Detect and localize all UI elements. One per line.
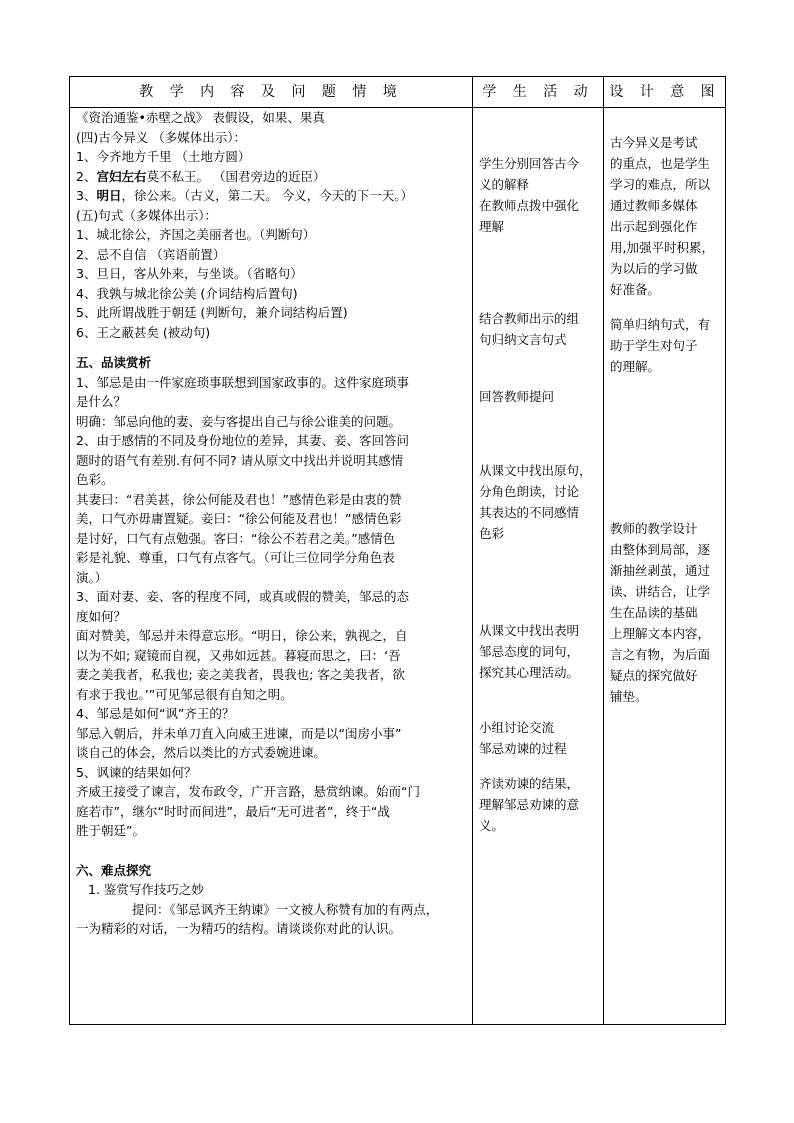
- content-line: 6、王之蔽甚矣 (被动句): [76, 324, 211, 340]
- intent-line: 铺垫。: [610, 689, 648, 704]
- content-line: 以为不如; 窥镜而自视，又弗如远甚。暮寝而思之，曰：‘吾: [76, 647, 401, 663]
- content-line: 2、忌不自信 （宾语前置）: [76, 246, 226, 262]
- activity-line: 从课文中找出表明: [479, 623, 580, 638]
- content-bold: 宫妇左右: [96, 168, 147, 184]
- content-line: 彩是礼貌、尊重，口气有点客气。（可让三位同学分角色表: [76, 550, 395, 565]
- intent-line: 读、讲结合，让学: [610, 584, 711, 599]
- section-title: 五、品读赏析: [76, 355, 152, 370]
- activity-line: 齐读劝谏的结果，: [479, 776, 580, 791]
- content-line: 4、我孰与城北徐公美 (介词结构后置句): [76, 285, 298, 301]
- content-line: 1、邹忌是由一件家庭琐事联想到国家政事的。这件家庭琐事: [76, 374, 409, 390]
- content-line: 演。）: [76, 569, 108, 585]
- content-line: 其妻曰：“君美甚，徐公何能及君也！”感情色彩是由衷的赞: [76, 491, 402, 507]
- activity-line: 在教师点拨中强化: [479, 198, 580, 213]
- content-line: 度如何？: [76, 608, 127, 624]
- content-line: [76, 186, 471, 206]
- activity-column: [479, 108, 603, 836]
- activity-line: 理解邹忌劝谏的意: [479, 797, 580, 812]
- activity-line: 理解: [479, 219, 505, 234]
- content-line: 是什么？: [76, 394, 127, 409]
- column-divider: [472, 77, 473, 1024]
- content-line: 庭若市”，继尔“时时而间进”，最后“无可进者”，终于“战: [76, 803, 390, 819]
- content-text: 3、: [76, 188, 97, 203]
- activity-line: 分角色朗读，讨论: [479, 484, 580, 499]
- content-line: 色彩。: [76, 472, 114, 487]
- content-line: 1. 鉴赏写作技巧之妙: [88, 882, 204, 897]
- content-text: ，徐公来。（古义，第二天。 今义，今天的下一天。）: [121, 188, 413, 203]
- content-column: [76, 108, 471, 939]
- content-line: (四)古今异义 （多媒体出示）：: [76, 129, 246, 145]
- content-line: 3、旦日，客从外来，与坐谈。（省略句）: [76, 266, 303, 281]
- activity-line: 其表达的不同感情: [479, 505, 580, 520]
- content-line: 2、由于感情的不同及身份地位的差异，其妻、妾、客回答问: [76, 433, 409, 448]
- content-line: 1、城北徐公，齐国之美丽者也。（判断句）: [76, 227, 316, 242]
- activity-line: 邹忌劝谏的过程: [479, 741, 567, 756]
- activity-line: 句归纳文言句式: [479, 332, 567, 347]
- content-line: 《资治通鉴•赤壁之战》 表假设，如果、果真: [76, 110, 325, 125]
- intent-column: [610, 108, 724, 707]
- content-line: 美，口气亦毋庸置疑。妾曰：“徐公何能及君也！”感情色彩: [76, 511, 402, 526]
- content-line: 妻之美我者，私我也; 妾之美我者，畏我也; 客之美我者，欲: [76, 667, 405, 682]
- intent-line: 疑点的探究做好: [610, 668, 698, 683]
- content-line: 明确：邹忌向他的妻、妾与客提出自己与徐公谁美的问题。: [76, 413, 402, 429]
- intent-line: 学习的难点，所以: [610, 177, 711, 192]
- intent-line: 通过教师多媒体: [610, 198, 698, 213]
- content-line: 邹忌入朝后，并未单刀直入向威王进谏，而是以“闺房小事”: [76, 725, 402, 741]
- activity-line: 从课文中找出原句，: [479, 463, 592, 478]
- content-line: 5、讽谏的结果如何？: [76, 764, 197, 780]
- intent-line: 出示起到强化作: [610, 219, 698, 234]
- header-activity: 学 生 活 动: [482, 84, 594, 100]
- content-line: [76, 167, 471, 187]
- content-line: 一为精彩的对话，一为精巧的结构。请谈谈你对此的认识。: [76, 921, 402, 936]
- activity-line: 邹忌态度的词句，: [479, 644, 580, 659]
- activity-line: 回答教师提问: [479, 389, 555, 404]
- intent-line: 好准备。: [610, 282, 661, 297]
- content-line: (五)句式（多媒体出示）：: [76, 207, 218, 223]
- intent-line: 的理解。: [610, 359, 661, 374]
- content-line: 3、面对妻、妾、客的程度不同，或真或假的赞美，邹忌的态: [76, 589, 409, 604]
- content-line: 胜于朝廷”。: [76, 823, 145, 838]
- intent-line: 由整体到局部，逐: [610, 542, 711, 557]
- content-text: 莫不私王。 （国君旁边的近臣）: [146, 168, 326, 184]
- activity-line: 结合教师出示的组: [479, 311, 580, 326]
- header-content: 教 学 内 容 及 问 题 情 境: [139, 84, 403, 100]
- intent-line: 渐抽丝剥茧，通过: [610, 563, 711, 578]
- header-intent: 设 计 意 图: [609, 84, 721, 100]
- lesson-table: [69, 76, 726, 1025]
- content-line: 1、今齐地方千里 （土地方圆）: [76, 149, 251, 164]
- content-line: 题时的语气有差别.有何不同? 请从原文中找出并说明其感情: [76, 452, 404, 468]
- section-title: 六、难点探究: [76, 862, 152, 878]
- content-line: 4、邹忌是如何“讽”齐王的？: [76, 706, 235, 721]
- intent-line: 为以后的学习做: [610, 261, 698, 276]
- content-line: 面对赞美，邹忌并未得意忘形。“明日，徐公来，孰视之，自: [76, 628, 408, 643]
- content-line: 提问：《邹忌讽齐王纳谏》一文被人称赞有加的有两点，: [132, 901, 439, 917]
- intent-line: 古今异义是考试: [610, 135, 698, 150]
- content-text: 2、: [76, 168, 97, 184]
- intent-line: 的重点，也是学生: [610, 156, 711, 171]
- content-line: 谈自己的体会，然后以类比的方式委婉进谏。: [76, 745, 327, 760]
- activity-line: 探究其心理活动。: [479, 665, 580, 680]
- content-bold: 明日: [96, 188, 122, 203]
- intent-line: 言之有物，为后面: [610, 647, 711, 662]
- activity-line: 学生分别回答古今: [479, 156, 580, 171]
- activity-line: 义。: [479, 818, 505, 833]
- activity-line: 小组讨论交流: [479, 720, 555, 735]
- activity-line: 色彩: [479, 526, 505, 541]
- activity-line: 义的解释: [479, 177, 530, 192]
- content-line: 齐威王接受了谏言，发布政令，广开言路，悬赏纳谏。始而“门: [76, 784, 420, 799]
- content-line: 5、此所谓战胜于朝廷 (判断句，兼介词结构后置): [76, 305, 348, 320]
- content-line: 有求于我也。’”可见邹忌很有自知之明。: [76, 686, 293, 702]
- intent-line: 生在品读的基础: [610, 605, 698, 620]
- content-line: 是讨好，口气有点勉强。客曰：“徐公不若君之美。”感情色: [76, 530, 396, 546]
- intent-line: 上理解文本内容，: [610, 626, 711, 641]
- column-divider: [603, 77, 604, 1024]
- intent-line: 用,加强平时积累，: [610, 240, 714, 255]
- intent-line: 简单归纳句式，有: [610, 317, 711, 332]
- intent-line: 助于学生对句子: [610, 338, 698, 353]
- intent-line: 教师的教学设计: [610, 521, 698, 536]
